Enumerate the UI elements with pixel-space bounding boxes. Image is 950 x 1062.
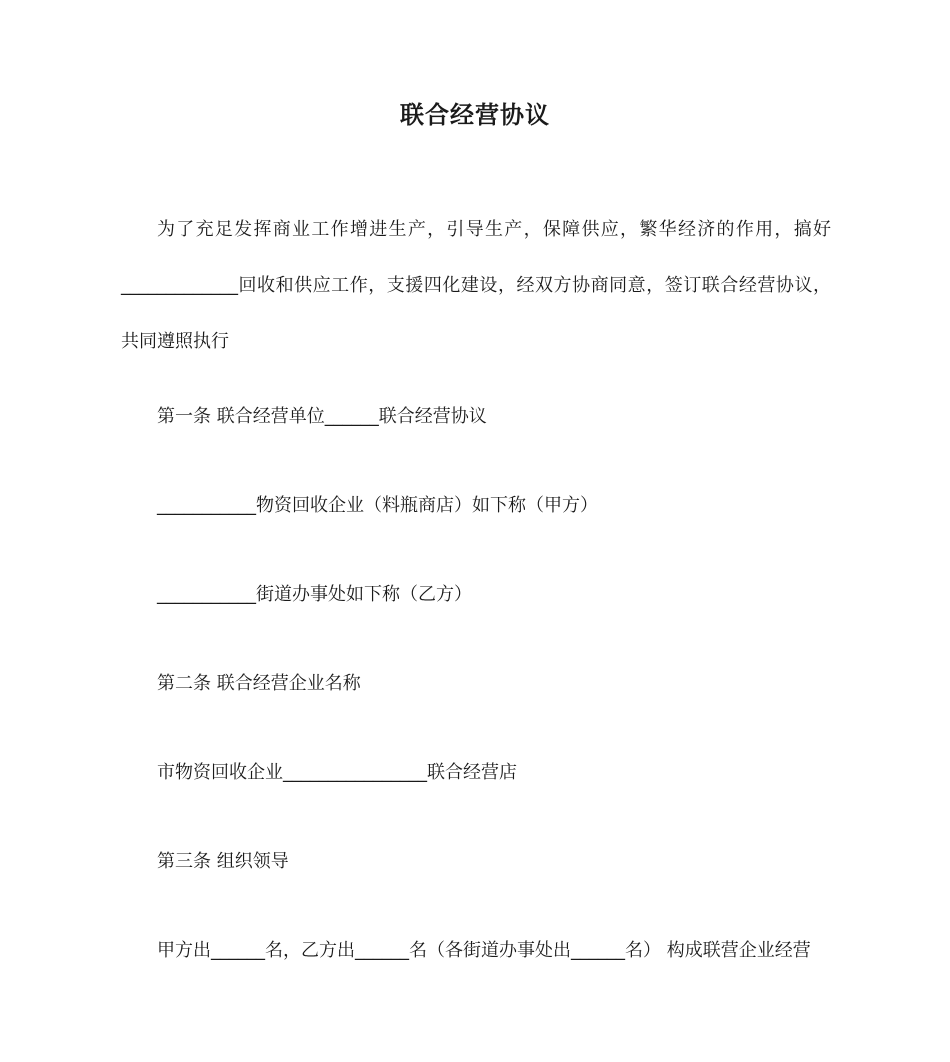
article-1-heading: 第一条 联合经营单位______联合经营协议	[157, 406, 487, 427]
party-b-line: ___________街道办事处如下称（乙方）	[157, 584, 472, 605]
intro-text: 为了充足发挥商业工作增进生产，引导生产，保障供应，繁华经济的作用，搞好 _____________回收和供应工作，支援四化建设，经双方协商同意，签订联合经营协议，共同遵照执行	[121, 219, 831, 352]
intro-paragraph	[121, 202, 831, 370]
article-3-heading: 第三条 组织领导	[157, 851, 289, 872]
party-a-line: ___________物资回收企业（料瓶商店）如下称（甲方）	[157, 495, 598, 516]
enterprise-name-line: 市物资回收企业________________联合经营店	[157, 762, 517, 783]
document-title: 联合经营协议	[400, 101, 550, 129]
staffing-line: 甲方出______名，乙方出______名（各街道办事处出______名） 构成联营企业经营	[157, 940, 811, 961]
article-2-heading: 第二条 联合经营企业名称	[157, 673, 361, 694]
